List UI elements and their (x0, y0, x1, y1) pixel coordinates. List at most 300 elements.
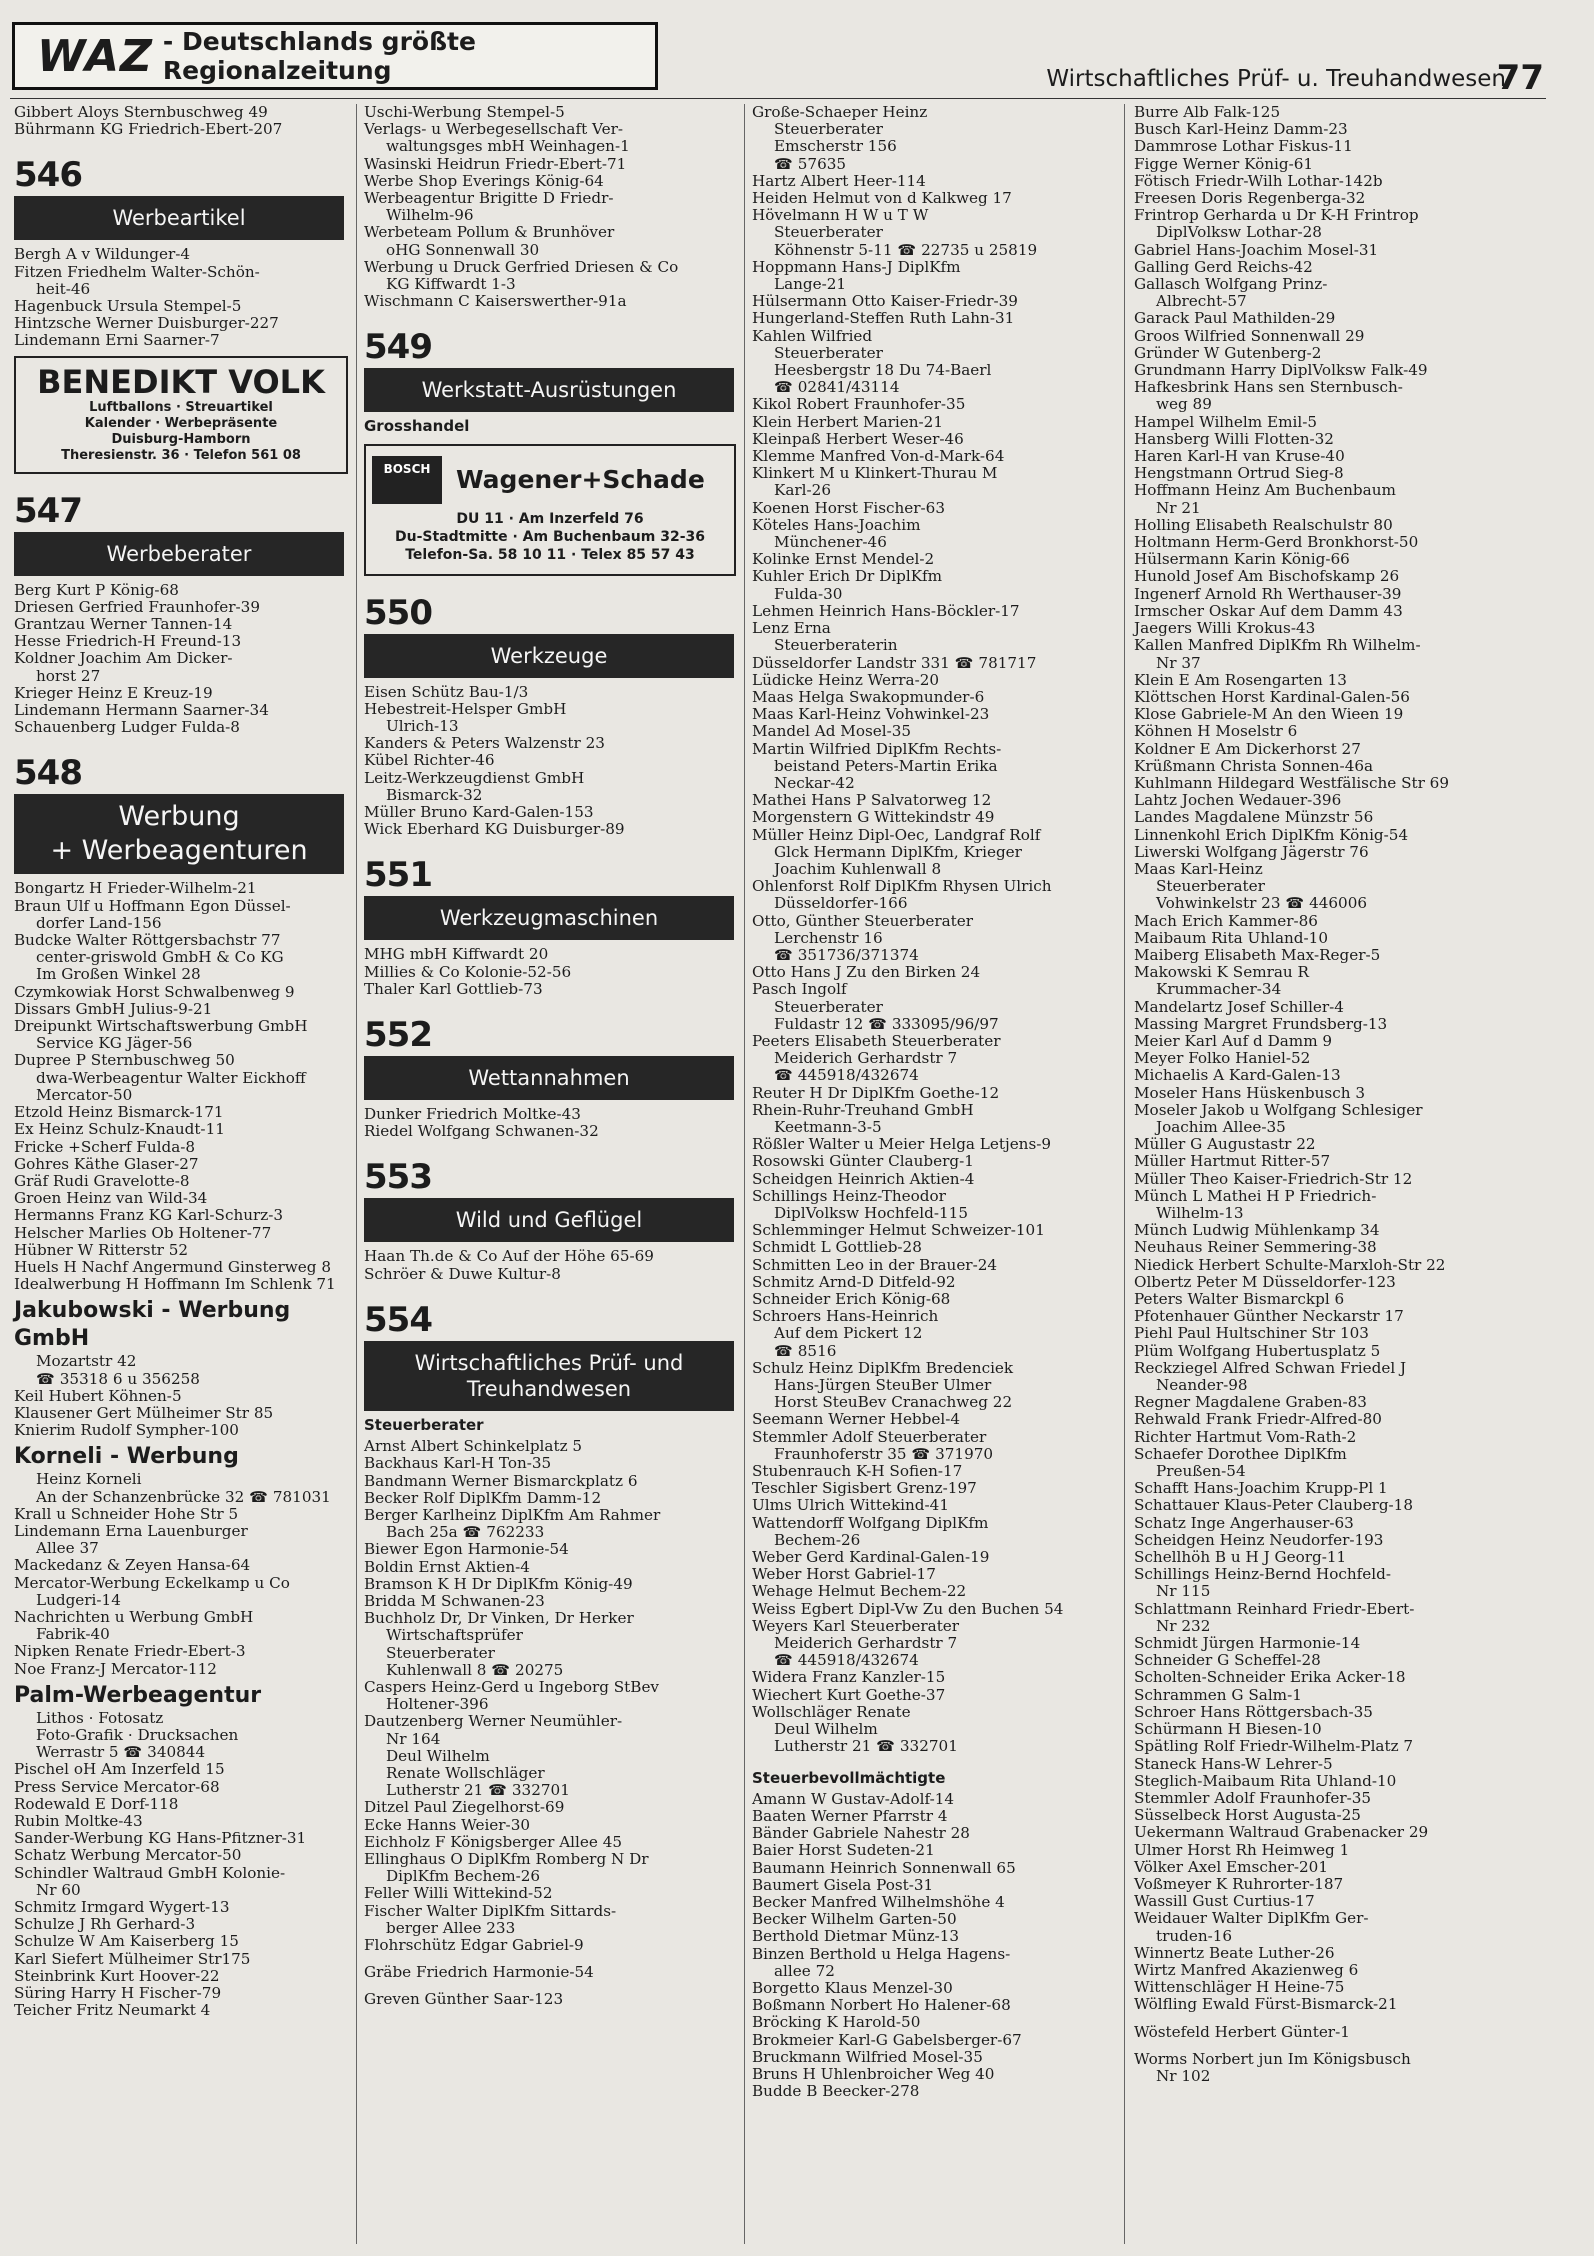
section-heading-line: Werbung (118, 801, 240, 833)
directory-entry: Hoffmann Heinz Am Buchenbaum (1134, 481, 1396, 500)
directory-entry: DiplVolksw Lothar-28 (1156, 223, 1322, 242)
directory-entry: Holtener-396 (386, 1695, 489, 1714)
directory-entry: Gohres Käthe Glaser-27 (14, 1154, 199, 1173)
directory-entry: Albrecht-57 (1156, 292, 1247, 311)
directory-entry: Wischmann C Kaiserswerther-91a (364, 292, 627, 311)
directory-entry: Glck Hermann DiplKfm, Krieger (774, 842, 1022, 861)
header-rule (10, 98, 1546, 99)
directory-entry: Nr 60 (36, 1880, 81, 1899)
directory-entry: Schulze J Rh Gerhard-3 (14, 1915, 196, 1934)
directory-entry: Kübel Richter-46 (364, 751, 495, 770)
directory-entry: Nachrichten u Werbung GmbH (14, 1607, 254, 1626)
directory-entry: Mackedanz & Zeyen Hansa-64 (14, 1556, 251, 1575)
directory-entry: Greven Günther Saar-123 (364, 1990, 564, 2009)
directory-entry: Spätling Rolf Friedr-Wilhelm-Platz 7 (1134, 1737, 1414, 1756)
entry-list (14, 1388, 344, 1440)
entry-list (14, 104, 344, 138)
directory-entry: Ohlenforst Rolf DiplKfm Rhysen Ulrich (752, 877, 1052, 896)
directory-entry: Ludgeri-14 (36, 1590, 121, 1609)
directory-entry: Heiden Helmut von d Kalkweg 17 (752, 189, 1012, 208)
directory-entry: Budde B Beecker-278 (752, 2082, 920, 2101)
directory-entry: Meier Karl Auf d Damm 9 (1134, 1031, 1333, 1050)
directory-entry: Berthold Dietmar Münz-13 (752, 1927, 960, 1946)
directory-entry: Martin Wilfried DiplKfm Rechts- (752, 739, 1002, 758)
directory-entry: Weber Gerd Kardinal-Galen-19 (752, 1548, 990, 1567)
directory-entry: Wittenschläger H Heine-75 (1134, 1978, 1345, 1997)
directory-entry: Budcke Walter Röttgersbachstr 77 (14, 931, 281, 950)
directory-entry: Voßmeyer K Ruhrorter-187 (1134, 1874, 1344, 1893)
section-heading (364, 1341, 734, 1411)
directory-entry: Maas Helga Swakopmunder-6 (752, 687, 985, 706)
entry-list (752, 1791, 1117, 2101)
directory-entry: Amann W Gustav-Adolf-14 (752, 1789, 955, 1808)
directory-entry: Fricke +Scherf Fulda-8 (14, 1137, 196, 1156)
directory-entry: Müller Bruno Kard-Galen-153 (364, 803, 594, 822)
directory-entry: Peters Walter Bismarckpl 6 (1134, 1290, 1345, 1309)
directory-entry: Schauenberg Ludger Fulda-8 (14, 718, 240, 737)
directory-entry: Wirtschaftsprüfer (386, 1626, 523, 1645)
directory-entry: Boßmann Norbert Ho Halener-68 (752, 1996, 1011, 2015)
directory-entry: Emscherstr 156 (774, 137, 897, 156)
directory-entry: Weber Horst Gabriel-17 (752, 1565, 936, 1584)
directory-entry: Wasinski Heidrun Friedr-Ebert-71 (364, 154, 627, 173)
column-divider (744, 104, 745, 2244)
directory-entry: Horst SteuBev Cranachweg 22 (774, 1393, 1013, 1412)
directory-entry: Dissars GmbH Julius-9-21 (14, 999, 213, 1018)
directory-entry: Nr 115 (1156, 1582, 1211, 1601)
directory-entry: Scholten-Schneider Erika Acker-18 (1134, 1668, 1406, 1687)
directory-entry: Eichholz F Königsberger Allee 45 (364, 1832, 623, 1851)
directory-entry: Teschler Sigisbert Grenz-197 (752, 1479, 977, 1498)
section-heading: Werkzeugmaschinen (364, 896, 734, 940)
directory-entry: Völker Axel Emscher-201 (1134, 1857, 1328, 1876)
directory-entry: Moseler Hans Hüskenbusch 3 (1134, 1083, 1365, 1102)
directory-entry: Meiderich Gerhardstr 7 (774, 1049, 958, 1068)
directory-entry: Düsseldorfer-166 (774, 894, 908, 913)
directory-entry: Krieger Heinz E Kreuz-19 (14, 683, 213, 702)
directory-entry: Hafkesbrink Hans sen Sternbusch- (1134, 378, 1403, 397)
directory-entry: Otto, Günther Steuerberater (752, 911, 974, 930)
directory-entry: Galling Gerd Reichs-42 (1134, 257, 1313, 276)
directory-entry: Scheidgen Heinrich Aktien-4 (752, 1169, 975, 1188)
directory-entry: Czymkowiak Horst Schwalbenweg 9 (14, 982, 295, 1001)
directory-entry: Service KG Jäger-56 (36, 1034, 193, 1053)
directory-entry: Karl-26 (774, 481, 831, 500)
directory-entry: Hagenbuck Ursula Stempel-5 (14, 297, 242, 316)
directory-entry: Wehage Helmut Bechem-22 (752, 1582, 967, 1601)
directory-entry: ☎ 35318 6 u 356258 (36, 1369, 200, 1388)
directory-entry: Ditzel Paul Ziegelhorst-69 (364, 1798, 565, 1817)
directory-entry: Figge Werner König-61 (1134, 154, 1314, 173)
ad-line: Telefon-Sa. 58 10 11 · Telex 85 57 43 (405, 546, 695, 563)
directory-entry: Wilhelm-96 (386, 206, 474, 225)
directory-entry: Klausener Gert Mülheimer Str 85 (14, 1403, 274, 1422)
directory-entry: Piehl Paul Hultschiner Str 103 (1134, 1324, 1369, 1343)
directory-entry: Hungerland-Steffen Ruth Lahn-31 (752, 309, 1015, 328)
directory-entry: Maiberg Elisabeth Max-Reger-5 (1134, 945, 1381, 964)
entry-list (14, 1710, 344, 1762)
directory-entry: Lutherstr 21 ☎ 332701 (774, 1737, 958, 1756)
directory-entry: Mandel Ad Mosel-35 (752, 722, 912, 741)
entry-list (364, 104, 734, 310)
directory-entry: Krüßmann Christa Sonnen-46a (1134, 756, 1374, 775)
directory-entry: Werbeagentur Brigitte D Friedr- (364, 189, 614, 208)
bold-listing: Korneli - Werbung (14, 1444, 239, 1470)
directory-entry: Freesen Doris Regenberga-32 (1134, 189, 1366, 208)
directory-entry: Mandelartz Josef Schiller-4 (1134, 997, 1344, 1016)
directory-entry: Worms Norbert jun Im Königsbusch (1134, 2049, 1411, 2068)
directory-entry: Gabriel Hans-Joachim Mosel-31 (1134, 240, 1379, 259)
directory-entry: Stemmler Adolf Steuerberater (752, 1427, 987, 1446)
directory-entry: Kuhler Erich Dr DiplKfm (752, 567, 943, 586)
directory-entry: dorfer Land-156 (36, 913, 162, 932)
directory-entry: Hansberg Willi Flotten-32 (1134, 429, 1334, 448)
directory-entry: Im Großen Winkel 28 (36, 965, 201, 984)
directory-entry: Fuldastr 12 ☎ 333095/96/97 (774, 1014, 999, 1033)
directory-entry: Otto Hans J Zu den Birken 24 (752, 963, 981, 982)
directory-entry: Bongartz H Frieder-Wilhelm-21 (14, 879, 257, 898)
directory-entry: An der Schanzenbrücke 32 ☎ 781031 (36, 1487, 331, 1506)
directory-entry: Weiss Egbert Dipl-Vw Zu den Buchen 54 (752, 1599, 1064, 1618)
directory-entry: Nr 37 (1156, 653, 1201, 672)
section-number: 549 (364, 327, 432, 368)
directory-entry: Kahlen Wilfried (752, 326, 873, 345)
directory-entry: Schmitten Leo in der Brauer-24 (752, 1255, 998, 1274)
directory-entry: Schatz Werbung Mercator-50 (14, 1846, 242, 1865)
directory-entry: Hoppmann Hans-J DiplKfm (752, 257, 961, 276)
directory-entry: Steuerberater (774, 997, 883, 1016)
directory-entry: Lutherstr 21 ☎ 332701 (386, 1781, 570, 1800)
directory-entry: Schafft Hans-Joachim Krupp-Pl 1 (1134, 1479, 1388, 1498)
directory-entry: Peeters Elisabeth Steuerberater (752, 1031, 1001, 1050)
directory-entry: Riedel Wolfgang Schwanen-32 (364, 1122, 599, 1141)
section-heading: Wild und Geflügel (364, 1198, 734, 1242)
directory-entry: Braun Ulf u Hoffmann Egon Düssel- (14, 896, 291, 915)
directory-entry: Idealwerbung H Hoffmann Im Schlenk 71 (14, 1275, 336, 1294)
directory-entry: Frintrop Gerharda u Dr K-H Frintrop (1134, 206, 1419, 225)
directory-entry: Gründer W Gutenberg-2 (1134, 343, 1322, 362)
directory-entry: Nr 102 (1156, 2066, 1211, 2085)
directory-entry: Köhnenstr 5-11 ☎ 22735 u 25819 (774, 240, 1038, 259)
directory-entry: Klinkert M u Klinkert-Thurau M (752, 464, 998, 483)
directory-entry: Jaegers Willi Krokus-43 (1134, 619, 1316, 638)
directory-entry: Lahtz Jochen Wedauer-396 (1134, 791, 1342, 810)
directory-entry: Stubenrauch K-H Sofien-17 (752, 1462, 963, 1481)
directory-entry: Joachim Allee-35 (1156, 1117, 1286, 1136)
directory-entry: Lindemann Hermann Saarner-34 (14, 701, 269, 720)
directory-entry: Ellinghaus O DiplKfm Romberg N Dr (364, 1849, 649, 1868)
directory-entry: Ecke Hanns Weier-30 (364, 1815, 531, 1834)
directory-entry: Köhnen H Moselstr 6 (1134, 722, 1298, 741)
directory-entry: Deul Wilhelm (386, 1746, 490, 1765)
directory-entry: Fulda-30 (774, 584, 843, 603)
directory-entry: Schindler Waltraud GmbH Kolonie- (14, 1863, 286, 1882)
section-number: 547 (14, 490, 82, 531)
column-divider (356, 104, 357, 2244)
directory-entry: Rodewald E Dorf-118 (14, 1794, 179, 1813)
column-4 (1134, 104, 1504, 2085)
directory-entry: Brokmeier Karl-G Gabelsberger-67 (752, 2030, 1022, 2049)
directory-entry: Morgenstern G Wittekindstr 49 (752, 808, 995, 827)
directory-entry: Neuhaus Reiner Semmering-38 (1134, 1238, 1377, 1257)
directory-entry: Scheidgen Heinz Neudorfer-193 (1134, 1530, 1384, 1549)
directory-entry: Noe Franz-J Mercator-112 (14, 1659, 217, 1678)
directory-entry: Klemme Manfred Von-d-Mark-64 (752, 447, 1005, 466)
directory-entry: Bridda M Schwanen-23 (364, 1591, 545, 1610)
directory-entry: ☎ 445918/432674 (774, 1651, 919, 1670)
directory-entry: Weidauer Walter DiplKfm Ger- (1134, 1909, 1369, 1928)
directory-entry: Hövelmann H W u T W (752, 206, 929, 225)
section-heading: Werbeartikel (14, 196, 344, 240)
directory-entry: Joachim Kuhlenwall 8 (774, 859, 942, 878)
directory-entry: Groos Wilfried Sonnenwall 29 (1134, 326, 1365, 345)
bold-listing: Palm-Werbeagentur (14, 1682, 262, 1708)
directory-entry: Rubin Moltke-43 (14, 1812, 143, 1830)
directory-entry: Lenz Erna (752, 619, 831, 638)
directory-entry: Fitzen Friedhelm Walter-Schön- (14, 262, 260, 281)
directory-entry: Mozartstr 42 (36, 1352, 137, 1371)
directory-entry: Allee 37 (36, 1539, 99, 1558)
directory-entry: Biewer Egon Harmonie-54 (364, 1540, 569, 1559)
directory-entry: Dreipunkt Wirtschaftswerbung GmbH (14, 1017, 308, 1036)
directory-entry: Groen Heinz van Wild-34 (14, 1189, 208, 1208)
directory-entry: Dammrose Lothar Fiskus-11 (1134, 137, 1353, 156)
directory-entry: Staneck Hans-W Lehrer-5 (1134, 1754, 1333, 1773)
column-3 (752, 104, 1117, 2100)
directory-entry: Baaten Werner Pfarrstr 4 (752, 1806, 948, 1825)
directory-entry: Press Service Mercator-68 (14, 1777, 220, 1796)
directory-entry: Bandmann Werner Bismarckplatz 6 (364, 1471, 638, 1490)
directory-entry: Vohwinkelstr 23 ☎ 446006 (1156, 894, 1368, 913)
section-heading: Werbeberater (14, 532, 344, 576)
directory-entry: Nr 21 (1156, 498, 1201, 517)
directory-entry: Garack Paul Mathilden-29 (1134, 309, 1336, 328)
entry-list (14, 880, 344, 1293)
directory-entry: Renate Wollschläger (386, 1763, 545, 1782)
directory-entry: Backhaus Karl-H Ton-35 (364, 1454, 552, 1473)
directory-entry: Dautzenberg Werner Neumühler- (364, 1712, 623, 1731)
directory-entry: Münch Ludwig Mühlenkamp 34 (1134, 1221, 1380, 1240)
directory-entry: ☎ 8516 (774, 1341, 837, 1360)
directory-entry: Thaler Karl Gottlieb-73 (364, 979, 543, 998)
directory-entry: Dupree P Sternbuschweg 50 (14, 1051, 235, 1070)
directory-entry: DiplKfm Bechem-26 (386, 1867, 541, 1886)
directory-entry: Burre Alb Falk-125 (1134, 103, 1281, 121)
entry-list (14, 582, 344, 737)
section-number: 548 (14, 753, 82, 794)
directory-entry: Hartz Albert Heer-114 (752, 171, 926, 190)
directory-entry: Haan Th.de & Co Auf der Höhe 65-69 (364, 1247, 654, 1266)
directory-entry: Becker Rolf DiplKfm Damm-12 (364, 1488, 602, 1507)
directory-entry: Uschi-Werbung Stempel-5 (364, 103, 565, 121)
directory-entry: Hampel Wilhelm Emil-5 (1134, 412, 1318, 431)
directory-entry: ☎ 445918/432674 (774, 1066, 919, 1085)
directory-entry: Meiderich Gerhardstr 7 (774, 1634, 958, 1653)
advertisement-benedikt-volk (14, 356, 348, 474)
ad-line: Du-Stadtmitte · Am Buchenbaum 32-36 (394, 528, 705, 545)
directory-entry: Bramson K H Dr DiplKfm König-49 (364, 1574, 633, 1593)
directory-entry: Mathei Hans P Salvatorweg 12 (752, 791, 992, 810)
directory-entry: Massing Margret Frundsberg-13 (1134, 1014, 1388, 1033)
directory-entry: Schmitz Irmgard Wygert-13 (14, 1898, 230, 1917)
directory-entry: dwa-Werbeagentur Walter Eickhoff (36, 1068, 306, 1087)
entry-list (364, 1438, 734, 2009)
directory-entry: ☎ 351736/371374 (774, 945, 919, 964)
directory-entry: Werbe Shop Everings König-64 (364, 171, 604, 190)
directory-entry: Müller Theo Kaiser-Friedrich-Str 12 (1134, 1169, 1413, 1188)
directory-entry: ☎ 02841/43114 (774, 378, 900, 397)
directory-entry: Etzold Heinz Bismarck-171 (14, 1103, 224, 1122)
directory-entry: Bismarck-32 (386, 785, 483, 804)
directory-entry: Schröer & Duwe Kultur-8 (364, 1264, 561, 1283)
directory-entry: Grantzau Werner Tannen-14 (14, 615, 233, 634)
directory-entry: Koldner E Am Dickerhorst 27 (1134, 739, 1361, 758)
directory-entry: Bröcking K Harold-50 (752, 2013, 921, 2032)
directory-entry: Rosowski Günter Clauberg-1 (752, 1152, 974, 1171)
directory-entry: Heinz Korneli (36, 1470, 142, 1489)
directory-entry: Schmidt Jürgen Harmonie-14 (1134, 1634, 1361, 1653)
directory-entry: Münch L Mathei H P Friedrich- (1134, 1186, 1377, 1205)
ad-line: DU 11 · Am Inzerfeld 76 (456, 510, 644, 527)
directory-entry: Hülsermann Karin König-66 (1134, 550, 1350, 569)
directory-entry: Müller G Augustastr 22 (1134, 1135, 1316, 1154)
bold-listing: Jakubowski - Werbung GmbH (14, 1298, 291, 1352)
directory-entry: Mercator-Werbung Eckelkamp u Co (14, 1573, 290, 1592)
directory-entry: Bruckmann Wilfried Mosel-35 (752, 2047, 983, 2066)
section-heading: Werkzeuge (364, 634, 734, 678)
directory-entry: Kanders & Peters Walzenstr 23 (364, 734, 605, 753)
directory-entry: Moseler Jakob u Wolfgang Schlesiger (1134, 1100, 1423, 1119)
directory-entry: Grundmann Harry DiplVolksw Falk-49 (1134, 361, 1428, 380)
ad-title: Wagener+Schade (456, 465, 705, 495)
directory-entry: Baumann Heinrich Sonnenwall 65 (752, 1858, 1016, 1877)
directory-entry: Fischer Walter DiplKfm Sittards- (364, 1901, 617, 1920)
directory-entry: beistand Peters-Martin Erika (774, 756, 998, 775)
directory-entry: Schmidt L Gottlieb-28 (752, 1238, 922, 1257)
directory-entry: Fabrik-40 (36, 1625, 110, 1644)
directory-entry: Hengstmann Ortrud Sieg-8 (1134, 464, 1344, 483)
directory-entry: Keil Hubert Köhnen-5 (14, 1386, 182, 1405)
directory-entry: Rhein-Ruhr-Treuhand GmbH (752, 1100, 974, 1119)
section-heading: Werkstatt-Ausrüstungen (364, 368, 734, 412)
directory-entry: horst 27 (36, 666, 101, 685)
directory-entry: Wassill Gust Curtius-17 (1134, 1892, 1315, 1911)
directory-entry: Klose Gabriele-M An den Wieen 19 (1134, 705, 1404, 724)
directory-entry: Deul Wilhelm (774, 1720, 878, 1739)
section-heading: Wettannahmen (364, 1056, 734, 1100)
directory-entry: center-griswold GmbH & Co KG (36, 948, 284, 967)
directory-entry: Winnertz Beate Luther-26 (1134, 1943, 1335, 1962)
directory-entry: Ingenerf Arnold Rh Werthauser-39 (1134, 584, 1402, 603)
section-heading-line: Treuhandwesen (466, 1376, 632, 1401)
directory-entry: Schattauer Klaus-Peter Clauberg-18 (1134, 1496, 1413, 1515)
directory-entry: Bührmann KG Friedrich-Ebert-207 (14, 120, 283, 139)
directory-entry: Foto-Grafik · Drucksachen (36, 1725, 239, 1744)
directory-entry: Bechem-26 (774, 1530, 861, 1549)
directory-entry: Keetmann-3-5 (774, 1117, 882, 1136)
directory-entry: Neander-98 (1156, 1376, 1248, 1395)
entry-list (14, 246, 344, 349)
directory-entry: Michaelis A Kard-Galen-13 (1134, 1066, 1341, 1085)
directory-entry: Wilhelm-13 (1156, 1204, 1244, 1222)
directory-entry: Seemann Werner Hebbel-4 (752, 1410, 961, 1429)
ad-line: Kalender · Werbepräsente (84, 415, 278, 431)
directory-entry: Nr 164 (386, 1729, 441, 1748)
entry-list (14, 1761, 344, 2019)
directory-entry: Wirtz Manfred Akazienweg 6 (1134, 1960, 1359, 1979)
directory-entry: Gallasch Wolfgang Prinz- (1134, 275, 1328, 294)
directory-entry: Wiechert Kurt Goethe-37 (752, 1685, 946, 1704)
directory-entry: Holtmann Herm-Gerd Bronkhorst-50 (1134, 533, 1419, 552)
directory-entry: Schmitz Arnd-D Ditfeld-92 (752, 1272, 956, 1291)
directory-entry: Rehwald Frank Friedr-Alfred-80 (1134, 1410, 1382, 1429)
directory-entry: Klöttschen Horst Kardinal-Galen-56 (1134, 687, 1410, 706)
directory-entry: Boldin Ernst Aktien-4 (364, 1557, 530, 1576)
directory-entry: Wick Eberhard KG Duisburger-89 (364, 820, 625, 839)
directory-entry: Dunker Friedrich Moltke-43 (364, 1105, 581, 1124)
directory-entry: Huels H Nachf Angermund Ginsterweg 8 (14, 1257, 331, 1276)
directory-entry: Krall u Schneider Hohe Str 5 (14, 1504, 239, 1523)
directory-entry: Wollschläger Renate (752, 1702, 911, 1721)
directory-entry: Knierim Rudolf Sympher-100 (14, 1421, 239, 1440)
directory-entry: Plüm Wolfgang Hubertusplatz 5 (1134, 1341, 1381, 1360)
directory-entry: Schellhöh B u H J Georg-11 (1134, 1548, 1347, 1567)
directory-entry: Klein E Am Rosengarten 13 (1134, 670, 1347, 689)
section-number: 554 (364, 1299, 432, 1340)
directory-entry: Pasch Ingolf (752, 980, 847, 999)
directory-entry: Fötisch Friedr-Wilh Lothar-142b (1134, 171, 1383, 190)
directory-entry: MHG mbH Kiffwardt 20 (364, 945, 549, 964)
bosch-logo: BOSCH (372, 456, 442, 504)
directory-entry: Pfotenhauer Günther Neckarstr 17 (1134, 1307, 1404, 1326)
directory-entry: Richter Hartmut Vom-Rath-2 (1134, 1427, 1357, 1446)
directory-entry: Schroer Hans Röttgersbach-35 (1134, 1702, 1373, 1721)
directory-entry: Hebestreit-Helsper GmbH (364, 699, 567, 718)
directory-entry: Heesbergstr 18 Du 74-Baerl (774, 361, 992, 380)
directory-entry: truden-16 (1156, 1926, 1233, 1945)
directory-entry: Nr 232 (1156, 1616, 1211, 1635)
directory-entry: ☎ 57635 (774, 154, 847, 173)
entry-list (364, 946, 734, 998)
directory-entry: Steuerberater (774, 343, 883, 362)
directory-entry: Schillings Heinz-Bernd Hochfeld- (1134, 1565, 1391, 1584)
directory-entry: Lange-21 (774, 275, 847, 294)
directory-entry: Bänder Gabriele Nahestr 28 (752, 1824, 970, 1843)
directory-entry: Ex Heinz Schulz-Knaudt-11 (14, 1120, 225, 1139)
ad-title: BENEDIKT VOLK (37, 362, 325, 401)
ad-line: Luftballons · Streuartikel (89, 399, 273, 415)
directory-entry: Ulms Ulrich Wittekind-41 (752, 1496, 949, 1515)
directory-entry: Mercator-50 (36, 1085, 133, 1104)
directory-entry: Reckziegel Alfred Schwan Friedel J (1134, 1358, 1407, 1377)
directory-entry: Feller Willi Wittekind-52 (364, 1884, 553, 1903)
section-number: 551 (364, 855, 432, 896)
directory-entry: Leitz-Werkzeugdienst GmbH (364, 768, 585, 787)
directory-entry: Süring Harry H Fischer-79 (14, 1984, 222, 2003)
page-number: 77 (1496, 58, 1544, 98)
subheading: Steuerberater (364, 1415, 484, 1434)
directory-entry: Steinbrink Kurt Hoover-22 (14, 1966, 220, 1985)
directory-entry: Liwerski Wolfgang Jägerstr 76 (1134, 842, 1369, 861)
directory-entry: Wölfling Ewald Fürst-Bismarck-21 (1134, 1995, 1398, 2014)
ad-line: Duisburg-Hamborn (111, 431, 251, 447)
directory-entry: Teicher Fritz Neumarkt 4 (14, 2001, 211, 2020)
directory-entry: KG Kiffwardt 1-3 (386, 275, 516, 294)
advertisement-wagener-schade (364, 444, 736, 576)
directory-entry: Helscher Marlies Ob Holtener-77 (14, 1223, 272, 1242)
directory-entry: Lithos · Fotosatz (36, 1708, 164, 1727)
directory-entry: Wöstefeld Herbert Günter-1 (1134, 2022, 1350, 2041)
